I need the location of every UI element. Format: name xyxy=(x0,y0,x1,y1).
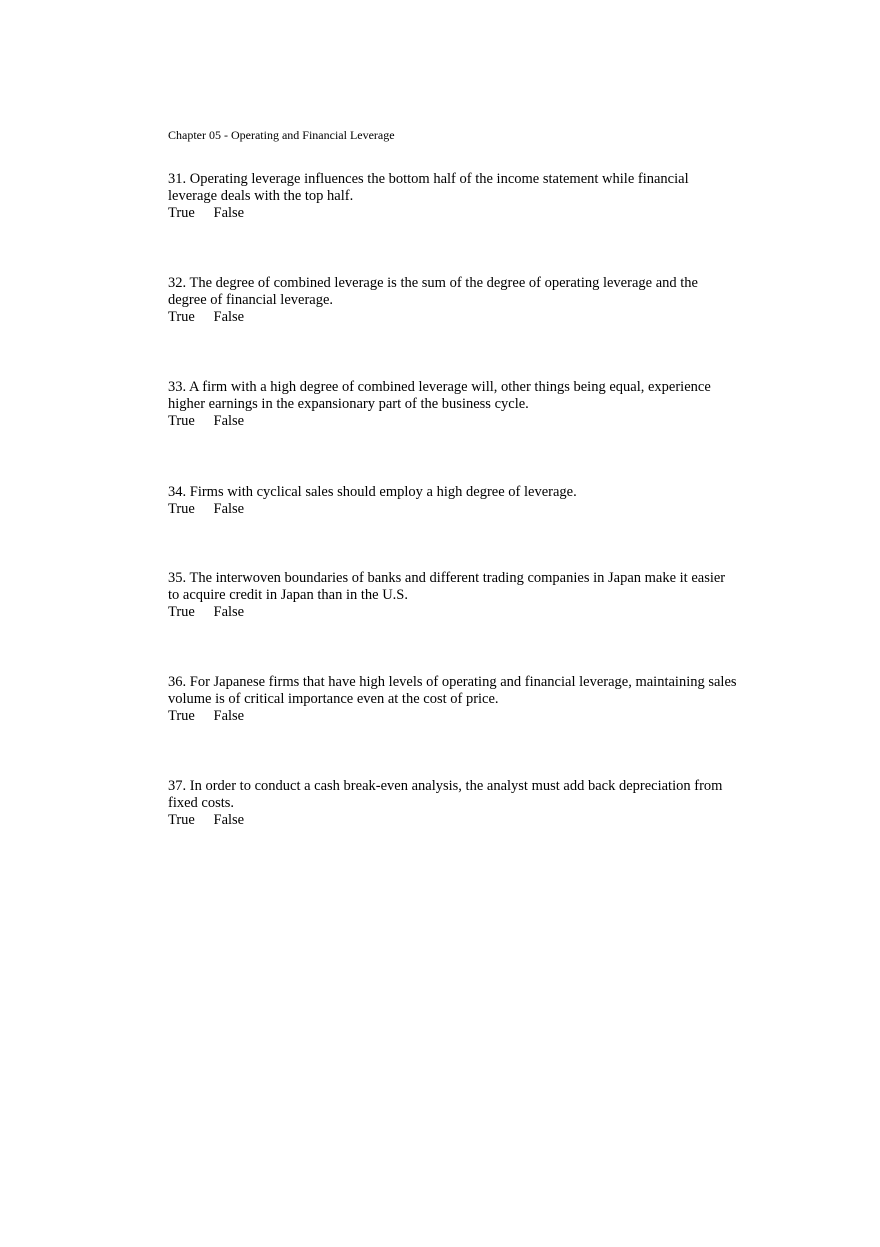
option-true[interactable]: True xyxy=(168,205,195,221)
option-false[interactable]: False xyxy=(213,812,245,828)
question-35 xyxy=(168,570,738,621)
option-true[interactable]: True xyxy=(168,501,195,517)
question-33 xyxy=(168,379,738,430)
question-text: 35. The interwoven boundaries of banks and different trading companies in Japan make it easier to acquire credit in Japan than in the U.S. xyxy=(168,570,726,603)
option-true[interactable]: True xyxy=(168,708,195,724)
question-text: 36. For Japanese firms that have high levels of operating and financial leverage, maintaining sales volume is of critical importance even at the cost of price. xyxy=(168,674,737,707)
answer-options xyxy=(168,501,738,518)
chapter-header: Chapter 05 - Operating and Financial Leverage xyxy=(168,128,395,142)
option-false[interactable]: False xyxy=(213,413,245,429)
option-true[interactable]: True xyxy=(168,413,195,429)
question-text: 37. In order to conduct a cash break-even analysis, the analyst must add back depreciation from fixed costs. xyxy=(168,778,723,811)
option-false[interactable]: False xyxy=(213,501,245,517)
question-text: 32. The degree of combined leverage is the sum of the degree of operating leverage and the degree of financial leverage. xyxy=(168,275,698,308)
question-34 xyxy=(168,484,738,518)
question-37 xyxy=(168,778,738,829)
answer-options xyxy=(168,604,738,621)
question-text: 34. Firms with cyclical sales should employ a high degree of leverage. xyxy=(168,484,577,500)
question-text: 33. A firm with a high degree of combined leverage will, other things being equal, experience higher earnings in the expansionary part of the business cycle. xyxy=(168,379,711,412)
option-false[interactable]: False xyxy=(213,708,245,724)
answer-options xyxy=(168,708,738,725)
question-36 xyxy=(168,674,738,725)
answer-options xyxy=(168,812,738,829)
option-true[interactable]: True xyxy=(168,604,195,620)
option-true[interactable]: True xyxy=(168,309,195,325)
option-false[interactable]: False xyxy=(213,604,245,620)
answer-options xyxy=(168,309,738,326)
question-text: 31. Operating leverage influences the bottom half of the income statement while financial leverage deals with the top half. xyxy=(168,171,689,204)
question-32 xyxy=(168,275,738,326)
question-31 xyxy=(168,171,738,222)
option-true[interactable]: True xyxy=(168,812,195,828)
option-false[interactable]: False xyxy=(213,205,245,221)
answer-options xyxy=(168,413,738,430)
answer-options xyxy=(168,205,738,222)
option-false[interactable]: False xyxy=(213,309,245,325)
